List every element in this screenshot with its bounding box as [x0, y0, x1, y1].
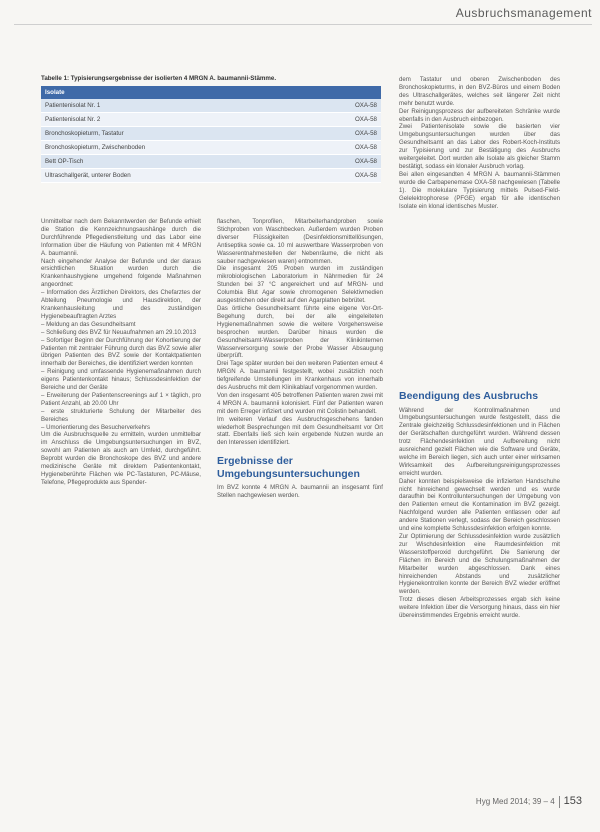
paragraph: Das örtliche Gesundheitsamt führte eine eigene Vor-Ort-Begehung durch, bei der alle eingeleiteten Hygienemaßnahmen sowie die weitere Vorgehensweise besprochen wurden. Darüber hinaus wurden die Gesundheitsamt-Wasserproben der Klinikinternen Wasserversorgung sowie der Probe Wasser Absaugung überprüft.	[217, 304, 383, 360]
table-cell-isolate: Patientenisolat Nr. 2	[41, 113, 307, 127]
paragraph: flaschen, Tonprofilen, Mitarbeiterhandproben sowie Stichproben von Waschbecken. Außerdem wurden Proben diverser Flüssigkeiten (Desinfektionsmittellösungen, Antiseptika sowie ca. 10 ml auswertbare Wasserproben von Wasserentnahmestellen der Nebenräume, die nicht als sauber nachgewiesen waren) entnommen.	[217, 218, 383, 265]
list-item: – Umorientierung des Besucherverkehrs	[41, 423, 151, 431]
journal-citation: Hyg Med 2014; 39 – 4	[475, 797, 555, 806]
column-header-sample	[307, 86, 381, 99]
text-column-right-top	[399, 76, 560, 210]
table-cell-isolate: Bronchoskopieturm, Tastatur	[41, 127, 307, 141]
table-row	[41, 141, 381, 155]
table-cell-isolate: Ultraschallgerät, unterer Boden	[41, 169, 307, 183]
list-item: – Information des Ärztlichen Direktors, des Chefarztes der Abteilung Pneumologie und Hausdirektion, der Krankenhausleitung und des zuständigen Hygienebeauftragten Arztes	[41, 289, 201, 320]
results-table	[41, 86, 381, 183]
table-row	[41, 127, 381, 141]
list-item: – erste strukturierte Schulung der Mitarbeiter des Bereiches	[41, 407, 201, 423]
list-item: – Erweiterung der Patientenscreenings auf 1 × täglich, pro Patient Anzahl, ab 20.00 Uhr	[41, 391, 201, 407]
paragraph: dem Tastatur und oberen Zwischenboden des Bronchoskopieturms, in den BVZ-Büros und einem Boden des Ultraschallgerätes, welches seit längerer Zeit nicht mehr benutzt wurde.	[399, 76, 560, 107]
table-cell-isolate: Patientenisolat Nr. 1	[41, 99, 307, 113]
paragraph: Nach eingehender Analyse der Befunde und der daraus ersichtlichen Situation wurden durch die Krankenhaushygiene umgehend folgende Maßnahmen angeordnet:	[41, 257, 201, 289]
paragraph: Die insgesamt 205 Proben wurden im zuständigen mikrobiologischen Laboratorium in Nährmedien für 24 Stunden bei 37 °C angereichert und auf MRGN- und Columbia Blut Agar sowie chromogenen Selektivmedien ausgestrichen oder direkt auf den Agarplatten bebrütet.	[217, 265, 383, 305]
typing-results-table	[41, 75, 381, 183]
paragraph: Der Reinigungsprozess der aufbereiteten Schränke wurde ebenfalls in den Ausbruch einbezogen.	[399, 107, 560, 123]
paragraph: Zur Optimierung der Schlussdesinfektion wurde zusätzlich zur Wischdesinfektion eine Raumdesinfektion mit Wasserstoffperoxid durchgeführt. Die Sanierung der Flächen im Bereich und die Schulungsmaßnahmen der Mitarbeiter wurden abgeschlossen. Dank eines hinreichenden Abstands und zusätzlicher Hygienekontrollen konnte der Bereich BVZ wieder eröffnet werden.	[399, 533, 560, 596]
page-number: 153	[563, 795, 582, 807]
list-item: – Sofortiger Beginn der Durchführung der Kohortierung der Patienten mit zentraler Führung durch das BVZ sowie aller übrigen Patienten des BVZ sowie der Kontaktpatienten innerhalb der Bereiches, die identifiziert werden konnten	[41, 336, 201, 368]
table-cell-result: OXA-58	[307, 127, 381, 141]
paragraph: Trotz dieses diesen Arbeitsprozesses ergab sich keine weitere Infektion über die Versorgung hinaus, dass ein hier übereinstimmendes Ergebnis erreicht wurde.	[399, 596, 560, 620]
list-item: – Schließung des BVZ für Neuaufnahmen am 29.10.2013	[41, 328, 197, 336]
list-item: – Reinigung und umfassende Hygienemaßnahmen durch eigens Patientenkontakt hinaus; Schlussdesinfektion der Bereiche und der Geräte	[41, 368, 201, 392]
paragraph: Von den insgesamt 405 betroffenen Patienten waren zwei mit 4 MRGN A. baumannii kolonisiert. Fünf der Patienten waren mit dem Erreger infiziert und wurden mit Colistin behandelt.	[217, 391, 383, 415]
page-footer	[476, 795, 582, 808]
table-row	[41, 113, 381, 127]
paragraph: Drei Tage später wurden bei den weiteren Patienten erneut 4 MRGN A. baumannii festgestellt, wobei zusätzlich noch tiefgreifende Umstellungen im Krankenhaus von innerhalb des Ausbruchs mit dem Klinikablauf vorgenommen wurden.	[217, 360, 383, 392]
paragraph: Daher konnten beispielsweise die infizierten Handschuhe nicht hinreichend gewechselt werden und es wurde daraufhin bei Kontrolluntersuchungen der Umgebung von den Patienten erneut die Kontamination im BVZ gezeigt. Nachfolgend wurden alle Patienten entlassen oder auf andere Stationen verlegt, sodass der Bereich geschlossen und eine komplette Schlussdesinfektion erfolgen konnte.	[399, 477, 560, 533]
paragraph: Unmittelbar nach dem Bekanntwerden der Befunde erhielt die Station die Kennzeichnungsaushänge durch die Durchführende Pflegedienstleitung und das Labor eine Information über die Häufung von Patienten mit 4 MRGN A. baumannii.	[41, 218, 201, 257]
paragraph: Zwei Patientenisolate sowie die basierten vier Umgebungsuntersuchungen wurden über das Gesundheitsamt an das Labor des Robert-Koch-Instituts zur Typisierung und zur Bestätigung des Ausbruchs weitergeleitet. Dort wurden alle Isolate als gleicher Stamm bestätigt, sodass ein klonaler Ausbruch vorlag.	[399, 123, 560, 170]
table-cell-result: OXA-58	[307, 155, 381, 169]
paragraph: Bei allen eingesandten 4 MRGN A. baumannii-Stämmen wurde die Carbapenemase OXA-58 nachgewiesen (Tabelle 1). Die molekulare Typisierung mittels Pulsed-Field-Gelelektrophorese (PFGE) ergab für alle identischen Isolate ein klonal identisches Muster.	[399, 170, 560, 210]
section-heading-end-of-outbreak: Beendigung des Ausbruchs	[399, 390, 539, 402]
text-column-left	[41, 218, 201, 487]
paragraph: Im weiteren Verlauf des Ausbruchsgeschehens fanden wiederholt Besprechungen mit dem Gesundheitsamt vor Ort statt. Ebenfalls ließ sich kein ergebende Nutzen wurde an den Interessen identifiziert.	[217, 415, 383, 447]
table-cell-result: OXA-58	[307, 169, 381, 183]
table-header-row	[41, 86, 381, 99]
table-row	[41, 169, 381, 183]
text-column-right-bottom	[399, 390, 560, 620]
column-header-isolate: Isolate	[41, 86, 307, 99]
table-cell-result: OXA-58	[307, 141, 381, 155]
footer-divider	[559, 796, 560, 808]
paragraph: Während der Kontrollmaßnahmen und Umgebungsuntersuchungen wurde festgestellt, dass die Zentrale gleichzeitig Schlussdesinfektionen und in Flächen der Gerätschaften durchgeführt wurden. Während dessen trotz Flächendesinfektion und Aufbereitung nicht ausreichend gezielt Flächen wie die Software und Geräte, welche im Bereich liegen, sich auch unter einer wirksamen Wirksamkeit des Aufbereitungsreinigungsprozesses erreicht wurden.	[399, 406, 560, 477]
table-cell-result: OXA-58	[307, 99, 381, 113]
table-row	[41, 155, 381, 169]
paragraph: Im BVZ konnte 4 MRGN A. baumannii an insgesamt fünf Stellen nachgewiesen werden.	[217, 484, 383, 500]
section-heading-results: Ergebnisse der Umgebungsuntersuchungen	[217, 455, 360, 480]
list-item: – Meldung an das Gesundheitsamt	[41, 320, 136, 328]
table-cell-isolate: Bett OP-Tisch	[41, 155, 307, 169]
paragraph: Um die Ausbruchsquelle zu ermitteln, wurden unmittelbar im Anschluss die Umgebungsuntersuchungen im BVZ, sowohl am Patienten als auch am Umfeld, durchgeführt. Beprobt wurden die Bronchoskope des BVZ und andere medizinische Geräte mit direktem Patientenkontakt, Hygieneberührte Flächen wie PC-Tastaturen, PC-Mäuse, Telefone, Pflegeprodukte aus Spender-	[41, 431, 201, 486]
table-caption: Tabelle 1: Typisierungsergebnisse der isolierten 4 MRGN A. baumannii-Stämme.	[41, 75, 277, 82]
text-column-middle	[217, 218, 383, 500]
section-header: Ausbruchsmanagement	[455, 6, 592, 20]
table-row	[41, 99, 381, 113]
table-cell-result: OXA-58	[307, 113, 381, 127]
table-cell-isolate: Bronchoskopieturm, Zwischenboden	[41, 141, 307, 155]
header-divider	[14, 24, 592, 25]
